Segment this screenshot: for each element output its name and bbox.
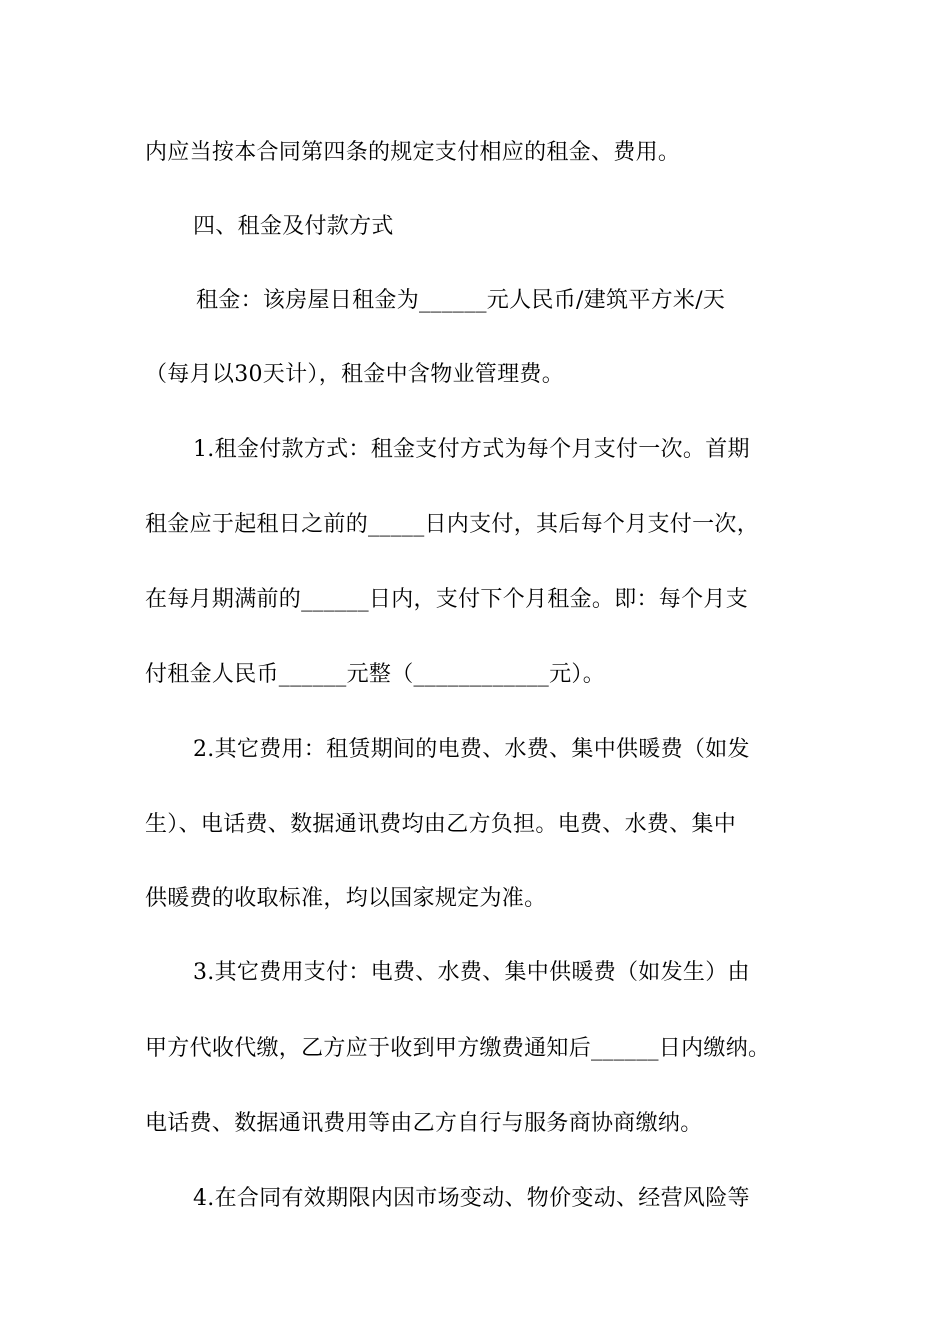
text-line-item-2: 2.其它费用：租赁期间的电费、水费、集中供暖费（如发 <box>193 737 750 762</box>
text-line-item-2-cont-1: 生）、电话费、数据通讯费均由乙方负担。电费、水费、集中 <box>145 812 737 837</box>
section-heading-4: 四、租金及付款方式 <box>193 214 394 239</box>
text-line-1: 内应当按本合同第四条的规定支付相应的租金、费用。 <box>145 140 681 165</box>
text-line-item-1-cont-2: 在每月期满前的______日内，支付下个月租金。即：每个月支 <box>145 587 749 612</box>
text-line-item-3: 3.其它费用支付：电费、水费、集中供暖费（如发生）由 <box>193 960 750 985</box>
text-line-item-1-cont-1: 租金应于起租日之前的_____日内支付，其后每个月支付一次， <box>145 512 760 537</box>
text-line-item-1: 1.租金付款方式：租金支付方式为每个月支付一次。首期 <box>193 437 750 462</box>
text-line-item-3-cont-2: 电话费、数据通讯费用等由乙方自行与服务商协商缴纳。 <box>145 1111 703 1136</box>
text-line-item-3-cont-1: 甲方代收代缴，乙方应于收到甲方缴费通知后______日内缴纳。 <box>145 1036 771 1061</box>
text-line-item-1-cont-3: 付租金人民币______元整（____________元）。 <box>145 662 606 687</box>
text-line-item-2-cont-2: 供暖费的收取标准，均以国家规定为准。 <box>145 886 547 911</box>
text-line-rent: 租金：该房屋日租金为______元人民币/建筑平方米/天 <box>196 288 726 313</box>
text-line-rent-note: （每月以30天计），租金中含物业管理费。 <box>145 362 564 387</box>
text-line-item-4: 4.在合同有效期限内因市场变动、物价变动、经营风险等 <box>193 1186 750 1211</box>
